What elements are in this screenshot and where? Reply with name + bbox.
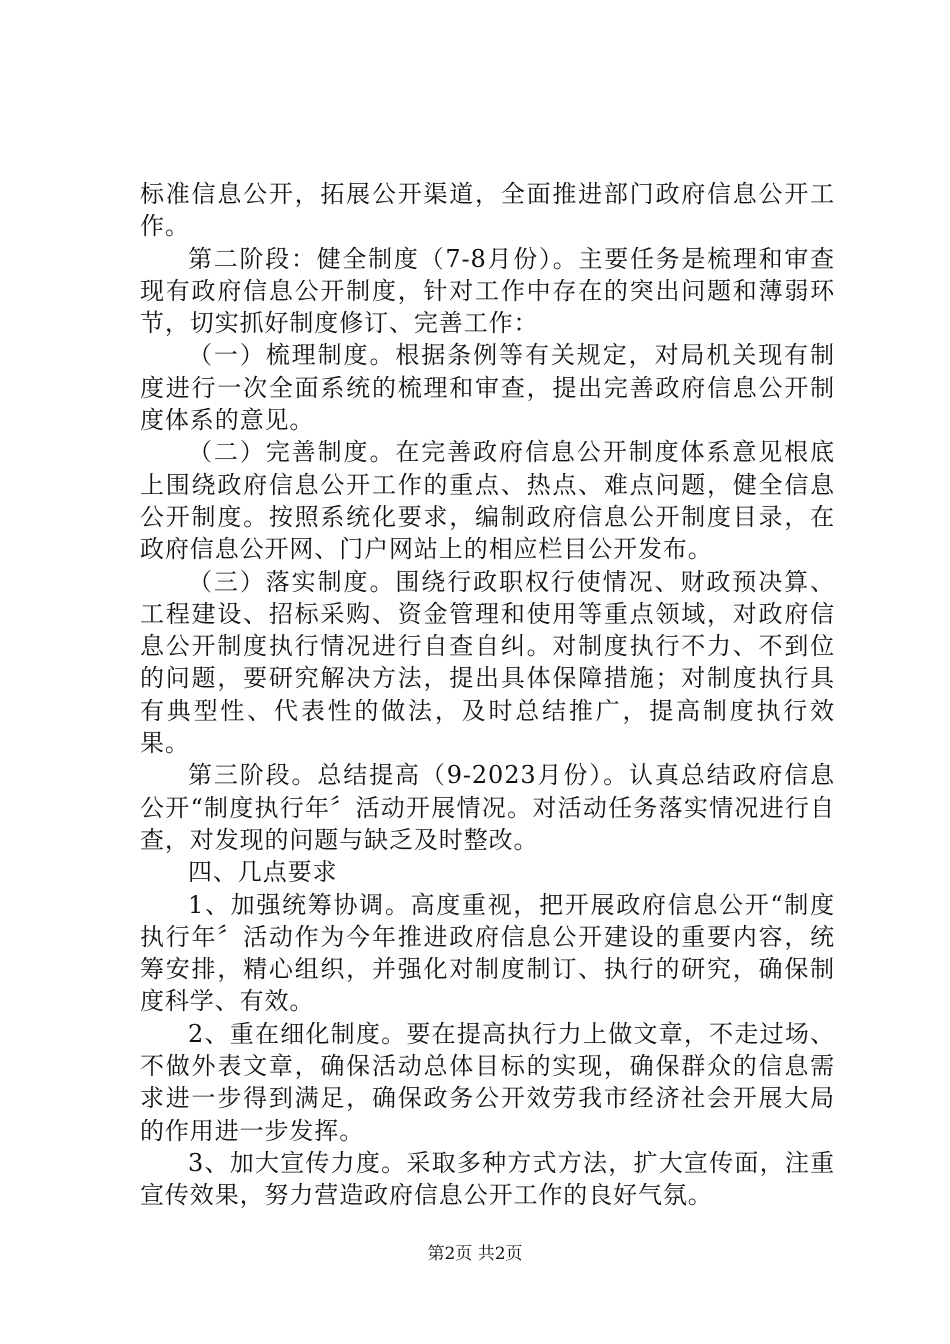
section-heading: 四、几点要求	[188, 858, 338, 887]
paragraph-4: （二）完善制度。在完善政府信息公开制度体系意见根底上围绕政府信息公开工作的重点、热点、难点问题，健全信息公开制度。按照系统化要求，编制政府信息公开制度目录，在政府信息公开网、门户网站上的相应栏目公开发布。	[140, 438, 835, 564]
paragraph-1: 标准信息公开，拓展公开渠道，全面推进部门政府信息公开工作。	[140, 180, 835, 241]
paragraph-6: 第三阶段。总结提高（9-2023月份）。认真总结政府信息公开“制度执行年〞活动开展情况。对活动任务落实情况进行自查，对发现的问题与缺乏及时整改。	[140, 761, 835, 854]
paragraph-3: （一）梳理制度。根据条例等有关规定，对局机关现有制度进行一次全面系统的梳理和审查，提出完善政府信息公开制度体系的意见。	[140, 341, 835, 435]
paragraph-8: 1、加强统筹协调。高度重视，把开展政府信息公开“制度执行年〞活动作为今年推进政府信息公开建设的重要内容，统筹安排，精心组织，并强化对制度制订、执行的研究，确保制度科学、有效。	[140, 890, 835, 1016]
paragraph-2: 第二阶段：健全制度（7-8月份）。主要任务是梳理和审查现有政府信息公开制度，针对工作中存在的突出问题和薄弱环节，切实抓好制度修订、完善工作：	[140, 244, 835, 338]
document-body	[140, 178, 835, 1212]
paragraph-5: （三）落实制度。围绕行政职权行使情况、财政预决算、工程建设、招标采购、资金管理和使用等重点领域，对政府信息公开制度执行情况进行自查自纠。对制度执行不力、不到位的问题，要研究解决方法，提出具体保障措施；对制度执行具有典型性、代表性的做法，及时总结推广，提高制度执行效果。	[140, 567, 835, 758]
paragraph-10: 3、加大宣传力度。采取多种方式方法，扩大宣传面，注重宣传效果，努力营造政府信息公开工作的良好气氛。	[140, 1148, 835, 1210]
page-number-footer: 第2页 共2页	[427, 1244, 523, 1264]
paragraph-9: 2、重在细化制度。要在提高执行力上做文章，不走过场、不做外表文章，确保活动总体目标的实现，确保群众的信息需求进一步得到满足，确保政务公开效劳我市经济社会开展大局的作用进一步发挥。	[140, 1019, 835, 1145]
